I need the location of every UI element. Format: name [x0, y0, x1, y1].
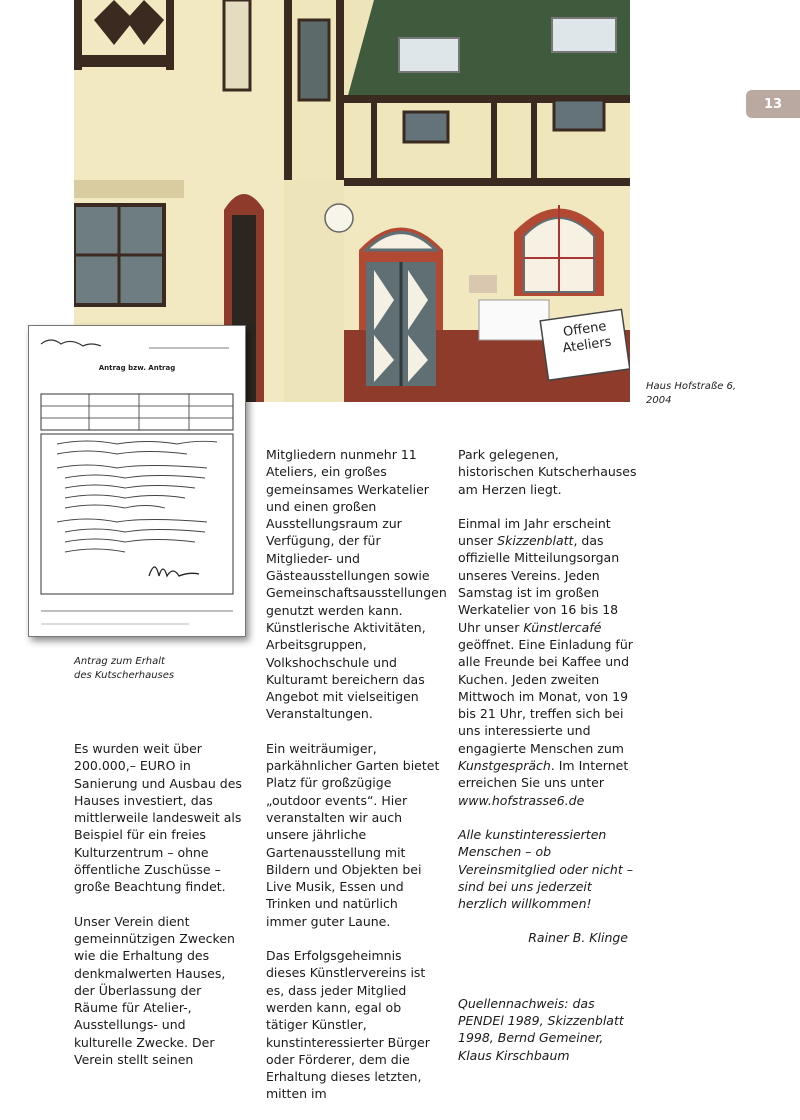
text-column-2 — [266, 446, 447, 1120]
col2-paragraph-2: Ein weiträumiger, parkähnlicher Garten bietet Platz für großzügige „outdoor events“. Hier veranstalten wir auch unsere jährliche Gartenausstellung mit Bildern und Objekten bei Live Musik, Essen und Trinken und natürlich immer guter Laune. — [266, 740, 440, 929]
document-scan-illustration — [29, 326, 245, 636]
col1-paragraph-2: Unser Verein dient gemeinnützigen Zwecken wie die Erhaltung des denkmalwerten Hauses, der Überlassung der Räume für Atelier-, Ausstellungs- und kulturelle Zwecke. Der Verein stellt seinen — [74, 913, 235, 1068]
col3-paragraph-1: Park gelegenen, historischen Kutscherhauses am Herzen liegt. — [458, 447, 637, 497]
application-document — [28, 325, 246, 637]
photo-caption: Haus Hofstraße 6, 2004 — [646, 381, 737, 406]
document-caption: Antrag zum Erhalt des Kutscherhauses — [74, 656, 175, 681]
sources-note: Quellennachweis: das PENDEl 1989, Skizzenblatt 1998, Bernd Gemeiner, Klaus Kirschbaum — [458, 995, 624, 1063]
col2-paragraph-3: Das Erfolgsgeheimnis dieses Künstlervereins ist es, dass jeder Mitglied werden kann, egal ob tätiger Künstler, kunstinteressierter Bürger oder Förderer, dem die Erhaltung dieses letzten, mitten im — [266, 948, 430, 1102]
offene-ateliers-sign: Offene Ateliers — [561, 319, 613, 357]
col3-paragraph-2: Einmal im Jahr erscheint unser Skizzenblatt, das offizielle Mitteilungsorgan unseres Vereins. Jeden Samstag ist im großen Werkatelier von 16 bis 18 Uhr unser Künstlercafé geöffnet. Eine Einladung für alle Freunde bei Kaffee und Kuchen. Jeden zweiten Mittwoch im Monat, von 19 bis 21 Uhr, treffen sich bei uns interessierte und engagierte Menschen zum Kunstgespräch. Im Internet erreichen Sie uns unter www.hofstrasse6.de — [458, 515, 633, 808]
text-column-1 — [74, 740, 246, 1068]
col1-paragraph-1: Es wurden weit über 200.000,– EURO in Sanierung und Ausbau des Hauses investiert, das mittlerweile landesweit als Beispiel für ein freies Kulturzentrum – ohne öffentliche Zuschüsse – große Beachtung findet. — [74, 741, 242, 895]
text-column-3 — [458, 446, 638, 1081]
document-title: Antrag bzw. Antrag — [98, 364, 176, 372]
author-signature: Rainer B. Klinge — [528, 930, 628, 946]
col3-paragraph-3: Alle kunstinteressierten Menschen – ob Vereinsmitglied oder nicht – sind bei uns jederzeit herzlich willkommen! — [458, 826, 633, 912]
website-link[interactable]: www.hofstrasse6.de — [458, 792, 585, 808]
page-number-badge: 13 — [746, 90, 800, 118]
col2-paragraph-1: Mitgliedern nunmehr 11 Ateliers, ein großes gemeinsames Werkatelier und einen großen Ausstellungsraum zur Verfügung, der für Mitglieder- und Gästeausstellungen sowie Gemeinschaftsausstellungen genutzt werden kann. Künstlerische Aktivitäten, Arbeitsgruppen, Volkshochschule und Kulturamt bereichern das Angebot mit vielseitigen Veranstaltungen. — [266, 447, 447, 722]
